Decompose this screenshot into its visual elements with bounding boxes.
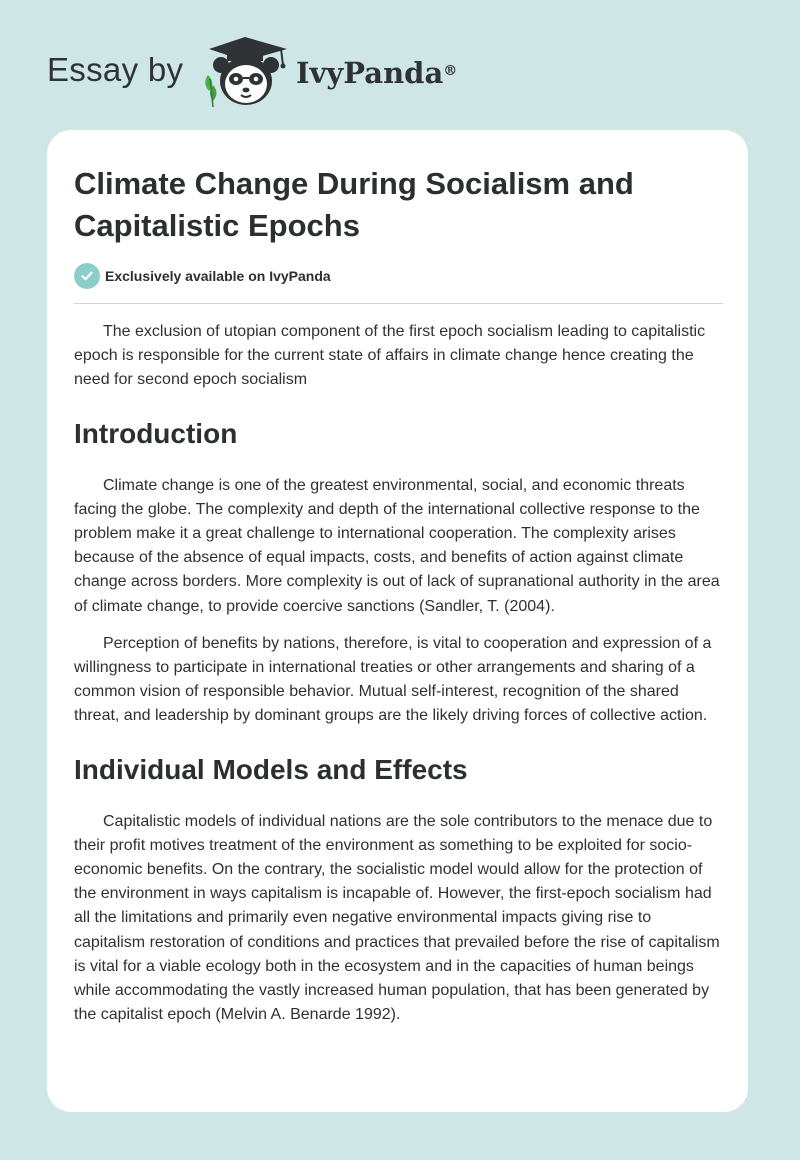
abstract-paragraph: The exclusion of utopian component of the first epoch socialism leading to capitalistic epoch is responsible for the current state of affairs in climate change hence creating the need for second epoch socialism — [74, 323, 706, 389]
title-divider — [74, 303, 723, 304]
essay-by-label: Essay by — [47, 51, 184, 88]
section-heading-individual-models: Individual Models and Effects — [74, 753, 468, 785]
body-paragraph: Climate change is one of the greatest environmental, social, and economic threats facing the globe. The complexity and depth of the international collective response to the problem make it a great challenge to international cooperation. The complexity arises because of the absence of equal impacts, costs, and benefits of action against climate change across borders. More complexity is out of lack of supranational authority in the area of climate change, to provide coercive sanctions (Sandler, T. (2004). — [74, 476, 720, 615]
check-circle-icon — [74, 263, 100, 289]
exclusive-badge-label: Exclusively available on IvyPanda — [105, 268, 331, 284]
panda-logo-icon[interactable] — [199, 35, 293, 109]
essay-card — [47, 130, 748, 1112]
body-paragraph: Capitalistic models of individual nations are the sole contributors to the menace due to their profit motives treatment of the environment as something to be exploited for socio-economic benefits. On the contrary, the socialistic model would allow for the protection of the environment in ways capitalism is incapable of. However, the first-epoch socialism had all the limitations and primarily even negative environmental impacts giving rise to capitalism restoration of conditions and practices that prevailed before the rise of capitalism is vital for a viable ecology both in the ecosystem and in the capacities of human beings while accommodating the vastly increased human population, that has been generated by the capitalist epoch (Melvin A. Benarde 1992). — [74, 812, 720, 1024]
body-paragraph: Perception of benefits by nations, therefore, is vital to cooperation and expression of a willingness to participate in international treaties or other arrangements and sharing of a common vision of responsible behavior. Mutual self-interest, recognition of the shared threat, and leadership by dominant groups are the likely driving forces of collective action. — [74, 634, 712, 725]
section-heading-introduction: Introduction — [74, 417, 238, 449]
brand-name[interactable] — [296, 55, 457, 91]
essay-title: Climate Change During Socialism and Capitalistic Epochs — [74, 166, 634, 243]
brand-name-text: IvyPanda — [296, 56, 444, 90]
registered-mark: ® — [443, 63, 458, 79]
essay-body — [74, 320, 726, 1027]
site-header — [0, 0, 800, 130]
exclusive-badge — [74, 263, 331, 289]
